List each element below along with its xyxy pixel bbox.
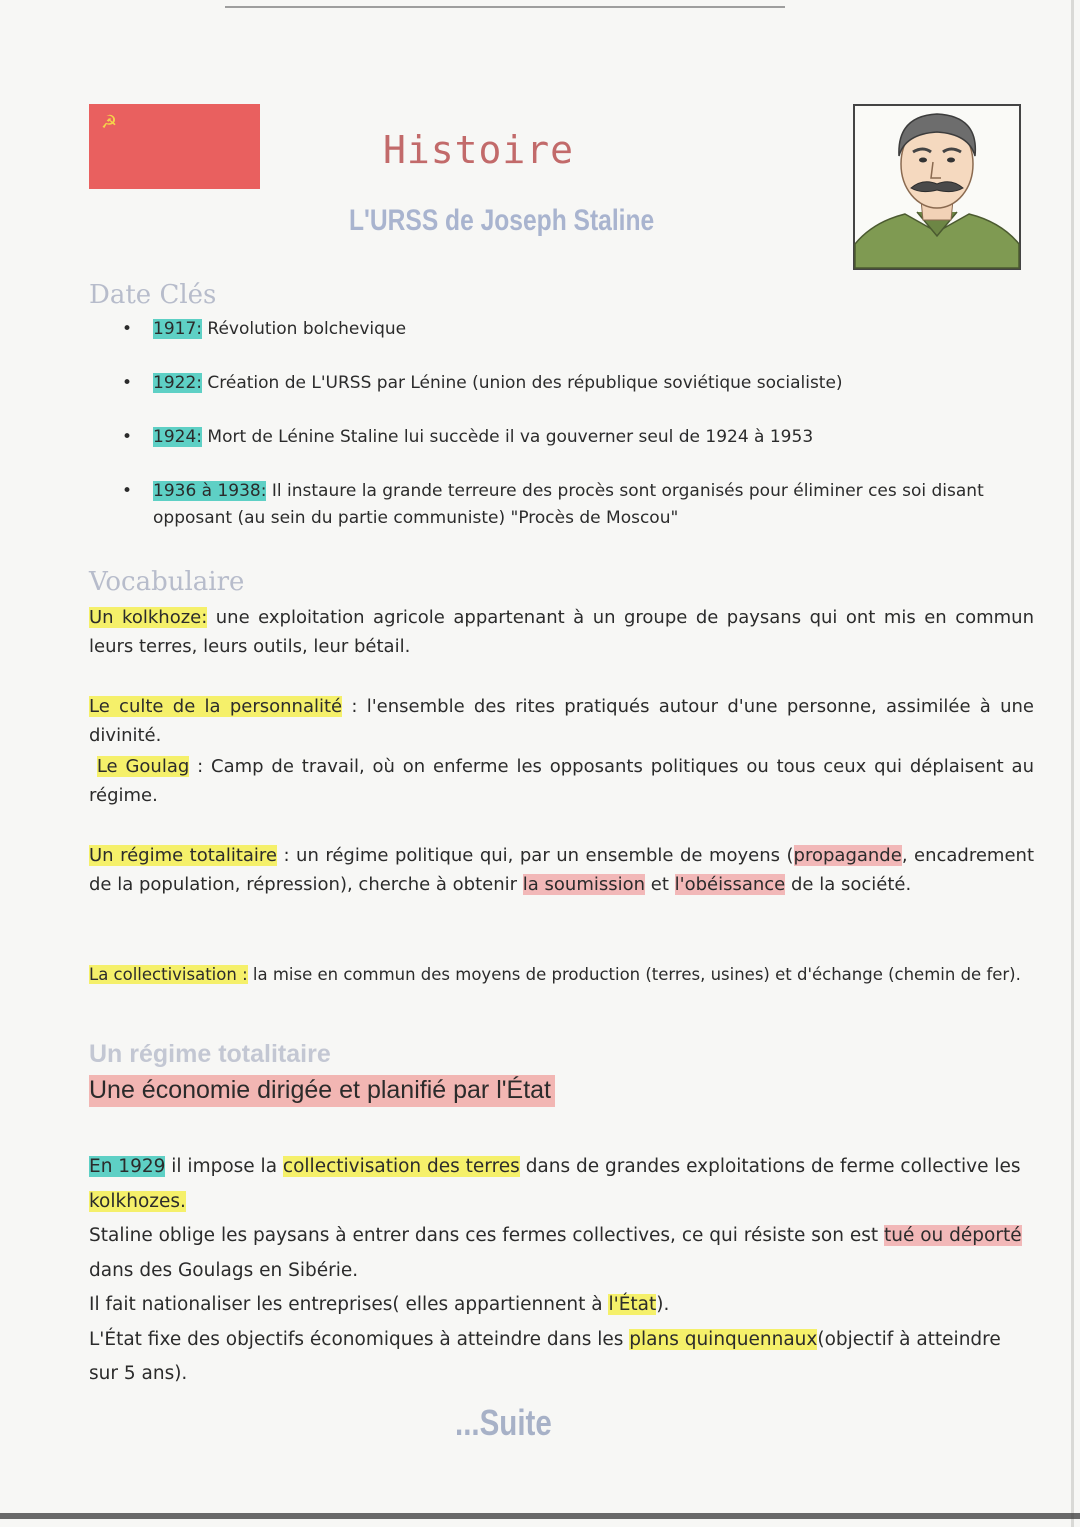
page-title: Histoire	[383, 128, 575, 172]
term-goulag: Le Goulag	[96, 756, 190, 777]
soviet-flag-icon	[89, 104, 260, 189]
def-goulag	[89, 752, 1034, 810]
list-item	[120, 424, 1020, 451]
body-text: Staline oblige les paysans à entrer dans ces fermes collectives, ce qui résiste son est	[89, 1225, 884, 1246]
vocab-heading: Vocabulaire	[89, 567, 245, 597]
definition-text: de la société.	[785, 874, 912, 895]
hammer-sickle-icon: ☭	[101, 112, 118, 133]
def-culte	[89, 692, 1034, 750]
date-text: Il instaure la grande terreure des procès sont organisés pour éliminer ces soi disant opposant (au sein du partie communiste) "Procès de Moscou"	[153, 481, 984, 528]
scan-edge-bottom	[0, 1513, 1080, 1519]
date-label: 1922:	[153, 373, 202, 393]
regime-heading: Un régime totalitaire	[89, 1040, 331, 1068]
date-label: 1924:	[153, 427, 202, 447]
paragraph	[89, 1219, 1029, 1288]
scan-edge-right	[1071, 0, 1074, 1527]
highlight-soumission: la soumission	[522, 874, 646, 895]
scan-edge-top	[225, 6, 785, 8]
highlight-collectivisation: collectivisation des terres	[282, 1156, 520, 1177]
term-culte: Le culte de la personnalité	[89, 696, 343, 717]
highlight-tue-deporte: tué ou déporté	[883, 1225, 1022, 1246]
term-collectivisation: La collectivisation :	[89, 965, 248, 984]
def-collectivisation	[89, 960, 1034, 989]
continue-label: ...Suite	[455, 1402, 552, 1443]
body-text: ).	[656, 1294, 670, 1315]
definition-text: une exploitation agricole appartenant à un groupe de paysans qui ont mis en commun leurs terres, leurs outils, leur bétail.	[89, 607, 1034, 657]
body-text: (objectif à atteindre sur 5 ans).	[89, 1328, 1001, 1384]
highlight-kolkhozes: kolkhozes.	[89, 1190, 186, 1212]
section-banner: Une économie dirigée et planifié par l'État	[89, 1075, 555, 1107]
dates-heading: Date Clés	[89, 280, 217, 310]
body-text: Il fait nationaliser les entreprises( elles appartiennent à	[89, 1294, 609, 1315]
date-text: Mort de Lénine Staline lui succède il va gouverner seul de 1924 à 1953	[202, 427, 814, 447]
paragraph	[89, 1150, 1029, 1219]
definition-text: : l'ensemble des rites pratiqués autour d'une personne, assimilée à une divinité.	[89, 696, 1034, 746]
date-label: 1917:	[153, 319, 202, 339]
regime-body	[89, 1150, 1029, 1392]
paragraph	[89, 1323, 1029, 1392]
term-totalitaire: Un régime totalitaire	[89, 845, 277, 866]
definition-text: : Camp de travail, où on enferme les opposants politiques ou tous ceux qui déplaisent au régime.	[89, 756, 1034, 806]
def-kolkhoze	[89, 603, 1034, 661]
term-kolkhoze: Un kolkhoze:	[89, 607, 208, 628]
date-text: Création de L'URSS par Lénine (union des république soviétique socialiste)	[202, 373, 843, 393]
date-label: En 1929	[89, 1156, 166, 1177]
highlight-propagande: propagande	[793, 845, 902, 866]
body-text: il impose la	[165, 1156, 283, 1177]
list-item	[120, 316, 1020, 343]
paragraph	[89, 1288, 1029, 1323]
date-label: 1936 à 1938:	[153, 481, 267, 501]
highlight-obeissance: l'obéissance	[674, 874, 786, 895]
highlight-etat: l'État	[608, 1294, 657, 1315]
date-text: Révolution bolchevique	[202, 319, 407, 339]
definition-text: , encadrement de la population, répression), cherche à obtenir	[89, 845, 1035, 895]
def-totalitaire	[89, 841, 1034, 899]
body-text: dans des Goulags en Sibérie.	[89, 1259, 359, 1281]
body-text: dans de grandes exploitations de ferme collective les	[519, 1156, 1021, 1177]
page-subtitle: L'URSS de Joseph Staline	[349, 204, 655, 237]
body-text: L'État fixe des objectifs économiques à atteindre dans les	[89, 1328, 630, 1350]
definition-text: et	[645, 874, 675, 895]
definition-text: : un régime politique qui, par un ensemble de moyens (	[277, 845, 794, 866]
list-item	[120, 478, 1013, 532]
list-item	[120, 370, 1020, 397]
dates-list	[120, 316, 1020, 532]
definition-text: la mise en commun des moyens de production (terres, usines) et d'échange (chemin de fer).	[247, 965, 1021, 984]
highlight-plans: plans quinquennaux	[629, 1328, 818, 1350]
stalin-portrait-icon	[853, 104, 1021, 270]
